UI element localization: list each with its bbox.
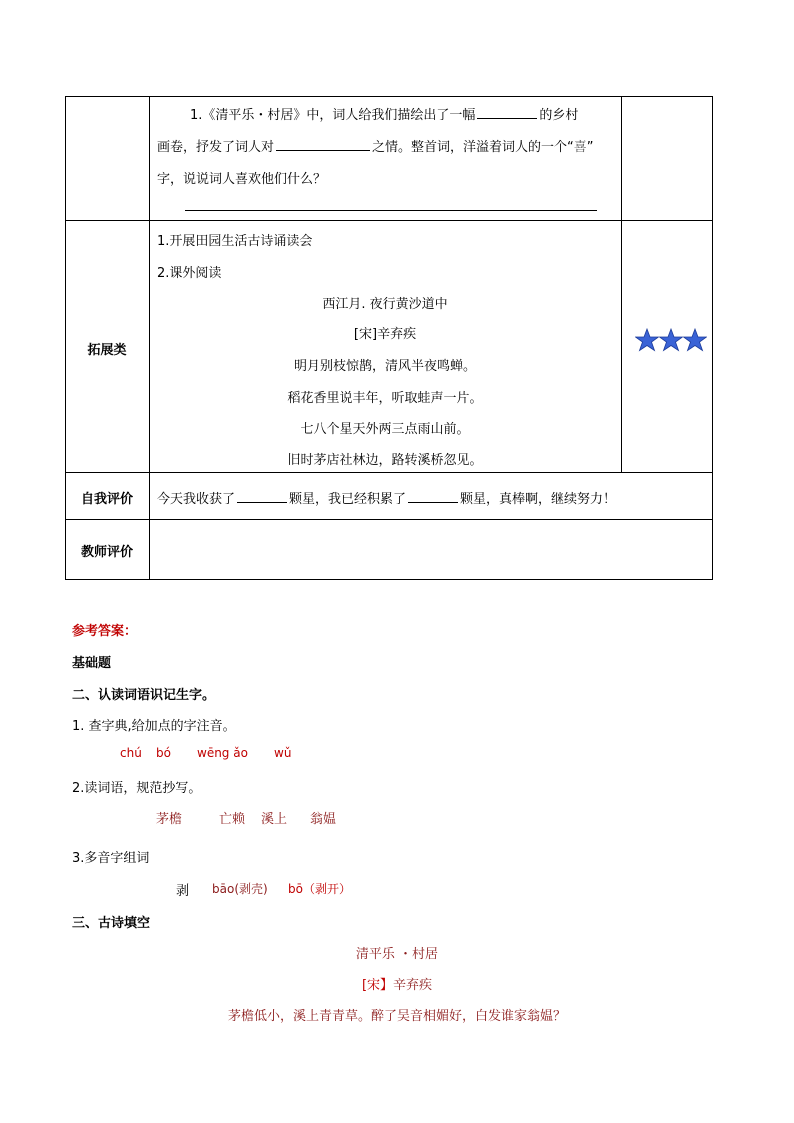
row-label-extension: 拓展类 [87, 343, 127, 358]
answer-line[interactable] [185, 210, 597, 211]
row-label-teacher-evaluation: 教师评价 [80, 545, 133, 560]
answer-poem-title: 清平乐 ・村居 [355, 947, 439, 962]
question-text: 之情。整首词，洋溢着词人的一个“ [372, 140, 574, 155]
quoted-character: 喜 [573, 140, 587, 155]
section-3-heading: 三、古诗填空 [72, 916, 151, 931]
author-dynasty: [宋】 [361, 978, 394, 993]
table-border-bottom [65, 579, 713, 580]
table-row-divider [65, 220, 713, 221]
pinyin-answer: chú [120, 746, 142, 760]
self-evaluation-text [157, 488, 616, 507]
table-col-divider [621, 96, 622, 472]
table-border-top [65, 96, 713, 97]
polyphone-reading-2: bō（剥开） [288, 882, 351, 896]
extension-poem-line: 七八个星天外两三点雨山前。 [300, 422, 470, 437]
extension-poem-line: 明月别枝惊鹊，清风半夜鸣蝉。 [293, 359, 476, 374]
table-row-divider [65, 519, 713, 520]
section-2-heading: 二、认读词语识记生字。 [72, 688, 216, 703]
row-label-self-evaluation: 自我评价 [80, 492, 133, 507]
pinyin-answer: wǔ [274, 746, 292, 760]
answer-q3: 3.多音字组词 [72, 851, 150, 866]
star-icon [659, 328, 683, 356]
word-answer: 翁媪 [310, 812, 337, 827]
table-row-divider [65, 472, 713, 473]
word-answer: 茅檐 [156, 812, 183, 827]
answer-blank[interactable] [276, 149, 370, 151]
question-1-line-2 [157, 136, 594, 155]
table-border-right [712, 96, 713, 580]
word-answer: 亡赖 [219, 812, 246, 827]
question-text: 画卷，抒发了词人对 [157, 140, 275, 155]
self-evaluation-text-part: 今天我收获了 [157, 492, 236, 507]
answer-poem-line: 茅檐低小，溪上青青草。醉了吴音相媚好，白发谁家翁媪？ [227, 1009, 566, 1024]
answers-heading: 参考答案： [72, 624, 138, 639]
star-icon [683, 328, 707, 356]
answer-poem-author [0, 974, 794, 993]
pinyin-answer: wēng ǎo [197, 746, 248, 760]
question-text: ” [586, 140, 594, 155]
extension-poem-author: [宋]辛弃疾 [353, 327, 417, 342]
pinyin-answer: bó [156, 746, 171, 760]
polyphone-reading-1: bāo(剥壳) [212, 882, 268, 896]
answer-q1: 1. 查字典,给加点的字注音。 [72, 719, 236, 734]
question-text: 的乡村 [539, 108, 579, 123]
polyphone-char: 剥 [176, 884, 190, 899]
self-evaluation-text-part: 颗星，真棒啊，继续努力！ [460, 492, 617, 507]
extension-poem-line: 稻花香里说丰年，听取蛙声一片。 [287, 391, 483, 406]
star-icon [635, 328, 659, 356]
answer-q2: 2.读词语，规范抄写。 [72, 781, 202, 796]
extension-poem-title: 西江月. 夜行黄沙道中 [322, 297, 448, 312]
answer-blank[interactable] [408, 501, 458, 503]
extension-item-2: 2.课外阅读 [157, 266, 222, 281]
section-basic: 基础题 [72, 656, 112, 671]
answer-blank[interactable] [237, 501, 287, 503]
author-name: 辛弃疾 [393, 978, 433, 993]
table-border-left [65, 96, 66, 580]
question-1-line-3: 字，说说词人喜欢他们什么？ [157, 172, 327, 187]
question-1-line-1 [190, 104, 578, 123]
star-rating [635, 328, 707, 356]
evaluation-table [65, 96, 713, 580]
answer-blank[interactable] [477, 117, 537, 119]
word-answer: 溪上 [261, 812, 288, 827]
extension-item-1: 1.开展田园生活古诗诵读会 [157, 234, 313, 249]
question-text: 1.《清平乐・村居》中，词人给我们描绘出了一幅 [190, 108, 476, 123]
extension-poem-line: 旧时茅店社林边，路转溪桥忽见。 [287, 453, 483, 468]
self-evaluation-text-part: 颗星，我已经积累了 [289, 492, 407, 507]
